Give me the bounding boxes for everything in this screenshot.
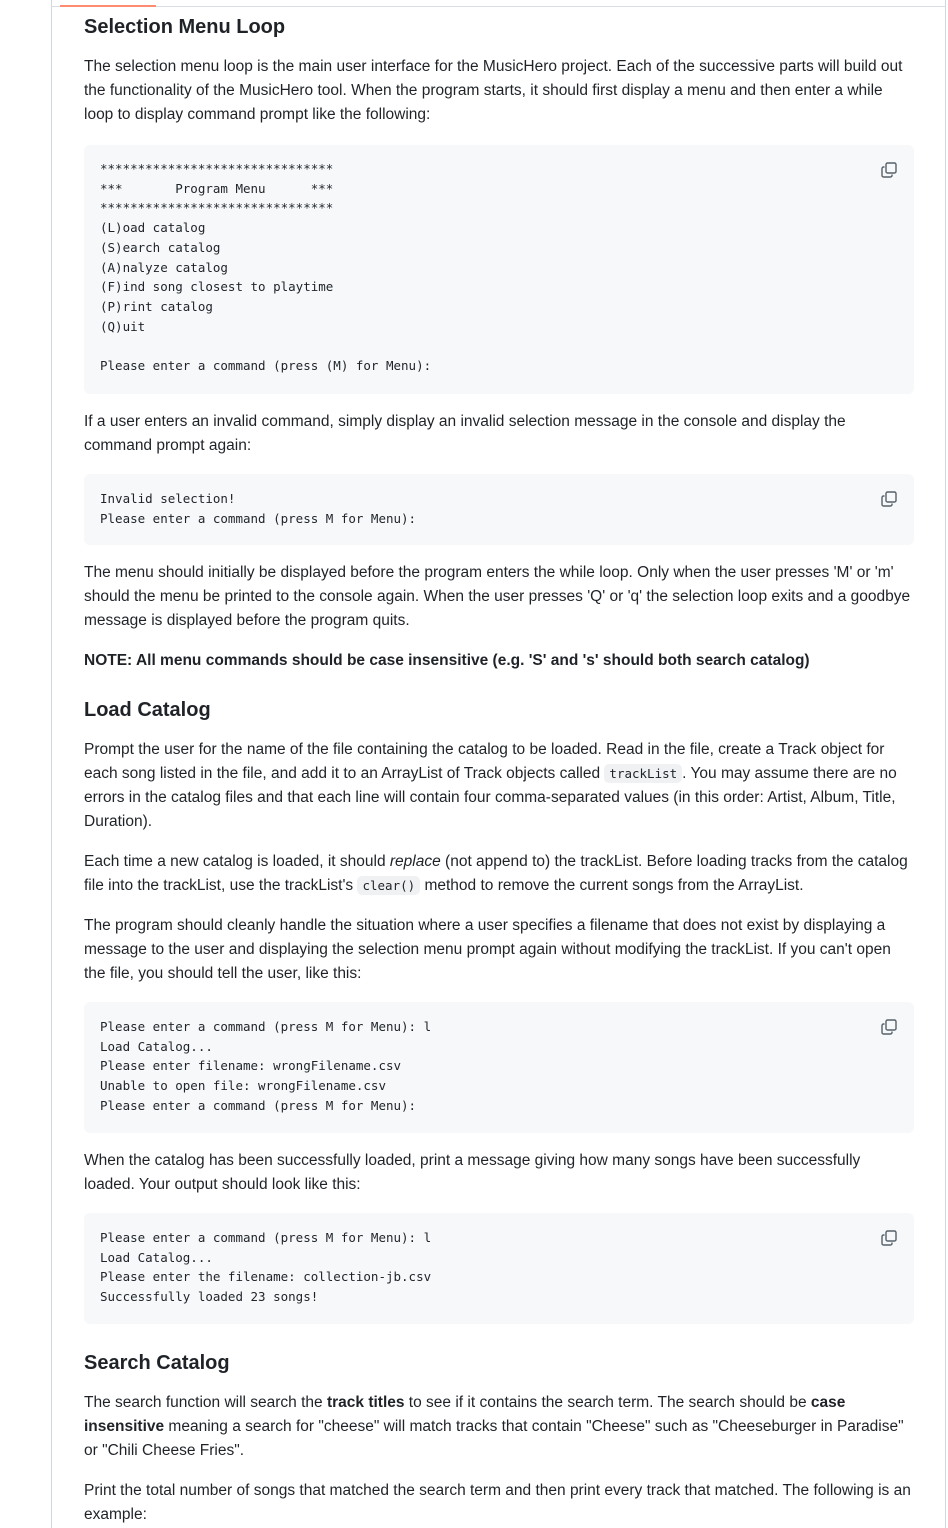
code-block-program-menu	[84, 145, 914, 394]
copy-button[interactable]	[876, 157, 902, 183]
inline-code-clear: clear()	[357, 876, 420, 895]
program-menu-code: ******************************* *** Program Menu *** ******************************* (L)oad catalog (S)earch catalog (A)nalyze catalog (F)ind song closest to playtime (P)rint catalog (Q)uit Please enter a command (press (M) for Menu):	[100, 161, 432, 374]
readme-content	[84, 12, 914, 1527]
copy-icon	[881, 162, 897, 178]
case-insensitive-note: NOTE: All menu commands should be case insensitive (e.g. 'S' and 's' should both search catalog)	[84, 652, 810, 669]
copy-button[interactable]	[876, 1225, 902, 1251]
search-catalog-output: Print the total number of songs that matched the search term and then print every track that matched. The following is an example:	[84, 1482, 911, 1523]
copy-button[interactable]	[876, 1014, 902, 1040]
code-block-unable-to-open	[84, 1002, 914, 1133]
heading-search-catalog: Search Catalog	[84, 1352, 230, 1374]
search-catalog-intro: The search function will search the track titles to see if it contains the search term. The search should be case insensitive meaning a search for "cheese" will match tracks that contain "Cheese" such as "Cheeseburger in Paradise" or "Chili Cheese Fries".	[84, 1394, 904, 1459]
header-divider	[51, 6, 946, 7]
copy-icon	[881, 1230, 897, 1246]
copy-icon	[881, 491, 897, 507]
load-catalog-success-intro: When the catalog has been successfully loaded, print a message giving how many songs have been successfully loaded. Your output should look like this:	[84, 1152, 861, 1193]
copy-icon	[881, 1019, 897, 1035]
invalid-command-intro: If a user enters an invalid command, simply display an invalid selection message in the console and display the command prompt again:	[84, 413, 846, 454]
heading-selection-menu-loop: Selection Menu Loop	[84, 16, 286, 38]
unable-to-open-code: Please enter a command (press M for Menu): l Load Catalog... Please enter filename: wrongFilename.csv Unable to open file: wrongFilename.csv Please enter a command (press M for Menu):	[100, 1019, 432, 1113]
code-block-success-load	[84, 1213, 914, 1324]
menu-loop-intro: The selection menu loop is the main user interface for the MusicHero project. Each of the successive parts will build out the functionality of the MusicHero tool. When the program starts, it should first display a menu and then enter a while loop to display command prompt like the following:	[84, 58, 903, 123]
load-catalog-replace: Each time a new catalog is loaded, it should replace (not append to) the trackList. Before loading tracks from the catalog file into the trackList, use the trackList's clear() method to remove the current songs from the ArrayList.	[84, 853, 908, 894]
load-catalog-missing-file: The program should cleanly handle the situation where a user specifies a filename that does not exist by displaying a message to the user and displaying the selection menu prompt again without modifying the trackList. If you can't open the file, you should tell the user, like this:	[84, 917, 891, 982]
invalid-selection-code: Invalid selection! Please enter a command (press M for Menu):	[100, 491, 417, 526]
load-catalog-intro: Prompt the user for the name of the file containing the catalog to be loaded. Read in the file, create a Track object for each song listed in the file, and add it to an ArrayList of Track objects called trackList . You may assume there are no errors in the catalog files and that each line will contain four comma-separated values (in this order: Artist, Album, Title, Duration).	[84, 741, 897, 830]
copy-button[interactable]	[876, 486, 902, 512]
heading-load-catalog: Load Catalog	[84, 699, 211, 721]
active-tab-indicator	[60, 5, 156, 7]
code-block-invalid-selection	[84, 474, 914, 545]
menu-display-note: The menu should initially be displayed before the program enters the while loop. Only when the user presses 'M' or 'm' should the menu be printed to the console again. When the user presses 'Q' or 'q' the selection loop exits and a goodbye message is displayed before the program quits.	[84, 564, 911, 629]
inline-code-tracklist: trackList	[604, 764, 682, 783]
success-load-code: Please enter a command (press M for Menu): l Load Catalog... Please enter the filename: collection-jb.csv Successfully loaded 23 songs!	[100, 1230, 432, 1305]
